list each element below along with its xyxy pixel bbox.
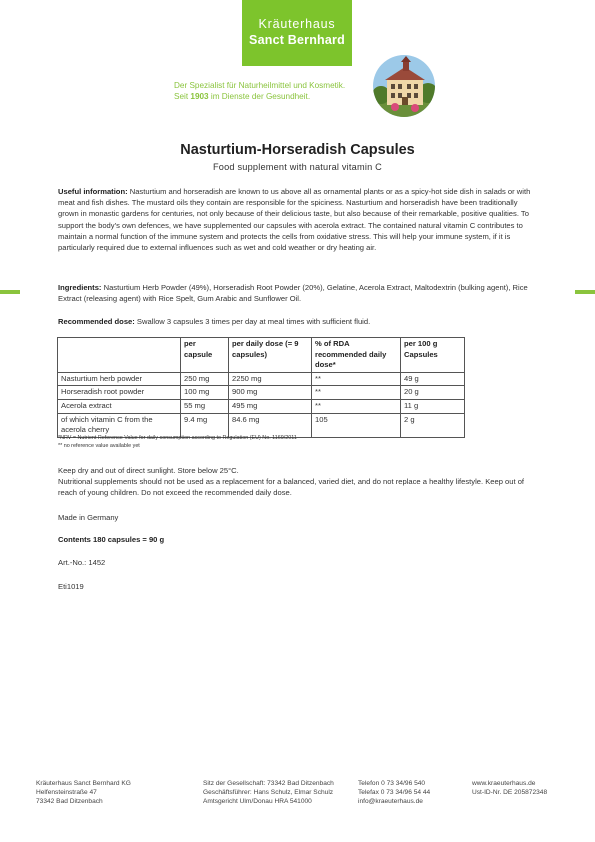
- footer-email: info@kraeuterhaus.de: [358, 798, 423, 805]
- nutrition-table: [57, 337, 465, 438]
- footer-contact: [358, 779, 430, 806]
- footer-phone: Telefon 0 73 34/96 540: [358, 780, 426, 787]
- storage-line: Keep dry and out of direct sunlight. Store below 25°C.: [58, 466, 239, 475]
- footer-fax: Telefax 0 73 34/96 54 44: [358, 789, 431, 796]
- table-header-cell: % of RDA recommended daily dose*: [312, 338, 401, 373]
- table-cell: Acerola extract: [58, 399, 181, 413]
- recommended-dose-label: Recommended dose:: [58, 317, 135, 326]
- footer-address: [36, 779, 131, 806]
- table-cell: 84.6 mg: [229, 413, 312, 437]
- logo-line2: Sanct Bernhard: [249, 33, 345, 47]
- table-row: [58, 372, 465, 386]
- warning-line: Nutritional supplements should not be used as a replacement for a balanced, varied diet, and do not replace a healthy lifestyle. Keep out of reach of young children. Do not exceed the recommended daily dose.: [58, 477, 525, 498]
- footer-line: Helfensteinstraße 47: [36, 789, 97, 796]
- no-reference-footnote: ** no reference value available yet: [58, 443, 140, 449]
- product-subtitle: Food supplement with natural vitamin C: [213, 162, 382, 172]
- table-cell: 20 g: [401, 386, 465, 400]
- table-cell: 495 mg: [229, 399, 312, 413]
- table-row: [58, 399, 465, 413]
- table-cell: 100 mg: [181, 386, 229, 400]
- table-header-row: [58, 338, 465, 373]
- made-in: Made in Germany: [58, 513, 119, 522]
- table-cell: 55 mg: [181, 399, 229, 413]
- recommended-dose-text: Swallow 3 capsules 3 times per day at meal times with sufficient fluid.: [134, 317, 371, 326]
- table-cell: Horseradish root powder: [58, 386, 181, 400]
- table-header-cell: per daily dose (= 9 capsules): [229, 338, 312, 373]
- table-cell: **: [312, 372, 401, 386]
- table-header-cell: [58, 338, 181, 373]
- table-footnotes: [58, 434, 297, 450]
- side-fold-mark-right: [575, 290, 595, 294]
- table-cell: 250 mg: [181, 372, 229, 386]
- ingredients-label: Ingredients:: [58, 283, 102, 292]
- brand-logo: [242, 0, 352, 66]
- table-cell: 900 mg: [229, 386, 312, 400]
- article-number: Art.-No.: 1452: [58, 558, 106, 567]
- nrv-footnote: *NRV = Nutrient Reference Value for daily consumption according to Regulation (EU) No. 1169/2011: [58, 435, 297, 441]
- useful-information-paragraph: [58, 186, 536, 253]
- side-fold-mark-left: [0, 290, 20, 294]
- tagline-line2: Seit 1903 im Dienste der Gesundheit.: [174, 92, 311, 101]
- footer-website: www.kraeuterhaus.de: [472, 780, 536, 787]
- footer-line: Sitz der Gesellschaft: 73342 Bad Ditzenbach: [203, 780, 334, 787]
- table-cell: 49 g: [401, 372, 465, 386]
- footer-company-info: [203, 779, 334, 806]
- logo-line1: Kräuterhaus: [258, 17, 336, 31]
- table-header-cell: per 100 g Capsules: [401, 338, 465, 373]
- footer-line: Geschäftsführer: Hans Schulz, Elmar Schulz: [203, 789, 334, 796]
- table-cell: 105: [312, 413, 401, 437]
- footer-vat-id: Ust-ID-Nr. DE 205872348: [472, 789, 548, 796]
- footer-line: Amtsgericht Ulm/Donau HRA 541000: [203, 798, 312, 805]
- table-cell: **: [312, 386, 401, 400]
- useful-information-label: Useful information:: [58, 187, 128, 196]
- footer-web: [472, 779, 547, 797]
- table-cell: of which vitamin C from the acerola cherry: [58, 413, 181, 437]
- table-cell: 9.4 mg: [181, 413, 229, 437]
- tagline-year: 1903: [190, 92, 209, 101]
- contents: Contents 180 capsules = 90 g: [58, 535, 165, 544]
- table-row: [58, 386, 465, 400]
- table-cell: **: [312, 399, 401, 413]
- storage-paragraph: [58, 465, 536, 499]
- useful-information-text: Nasturtium and horseradish are known to us above all as ornamental plants or as a spicy-hot side dish in salads or with meat and fish dishes. The mustard oils they contain are responsible for the spiciness. Nasturtium and horseradish have been traditionally grown in monastic gardens for centuries, not only because of their delicious taste, but also because of their remarkable, positive qualities. To support the body’s own defences, we have supplemented our capsules with acerola extract. The contained natural vitamin C contributes to maintain a normal function of the immune system and protects the cells from oxidative stress. This will help your immune system, if it is particularly required due to external influences such as wet and cold weather or dry heating air.: [58, 187, 531, 253]
- tagline-line1: Der Spezialist für Naturheilmittel und Kosmetik.: [174, 81, 346, 90]
- brand-tagline: [174, 80, 345, 102]
- ingredients-paragraph: [58, 282, 536, 304]
- table-cell: 11 g: [401, 399, 465, 413]
- footer-line: 73342 Bad Ditzenbach: [36, 798, 103, 805]
- product-title: Nasturtium-Horseradish Capsules: [180, 142, 415, 158]
- ingredients-text: Nasturtium Herb Powder (49%), Horseradish Root Powder (20%), Gelatine, Acerola Extract, Maltodextrin (bulking agent), Rice Extract (releasing agent) with Rice Spelt, Gum Arabic and Sunflower Oil.: [58, 283, 528, 304]
- recommended-dose-paragraph: [58, 316, 536, 327]
- building-photo: [373, 55, 435, 117]
- table-cell: 2 g: [401, 413, 465, 437]
- table-cell: 2250 mg: [229, 372, 312, 386]
- table-cell: Nasturtium herb powder: [58, 372, 181, 386]
- footer-line: Kräuterhaus Sanct Bernhard KG: [36, 780, 131, 787]
- eti-code: Eti1019: [58, 582, 84, 591]
- table-header-cell: per capsule: [181, 338, 229, 373]
